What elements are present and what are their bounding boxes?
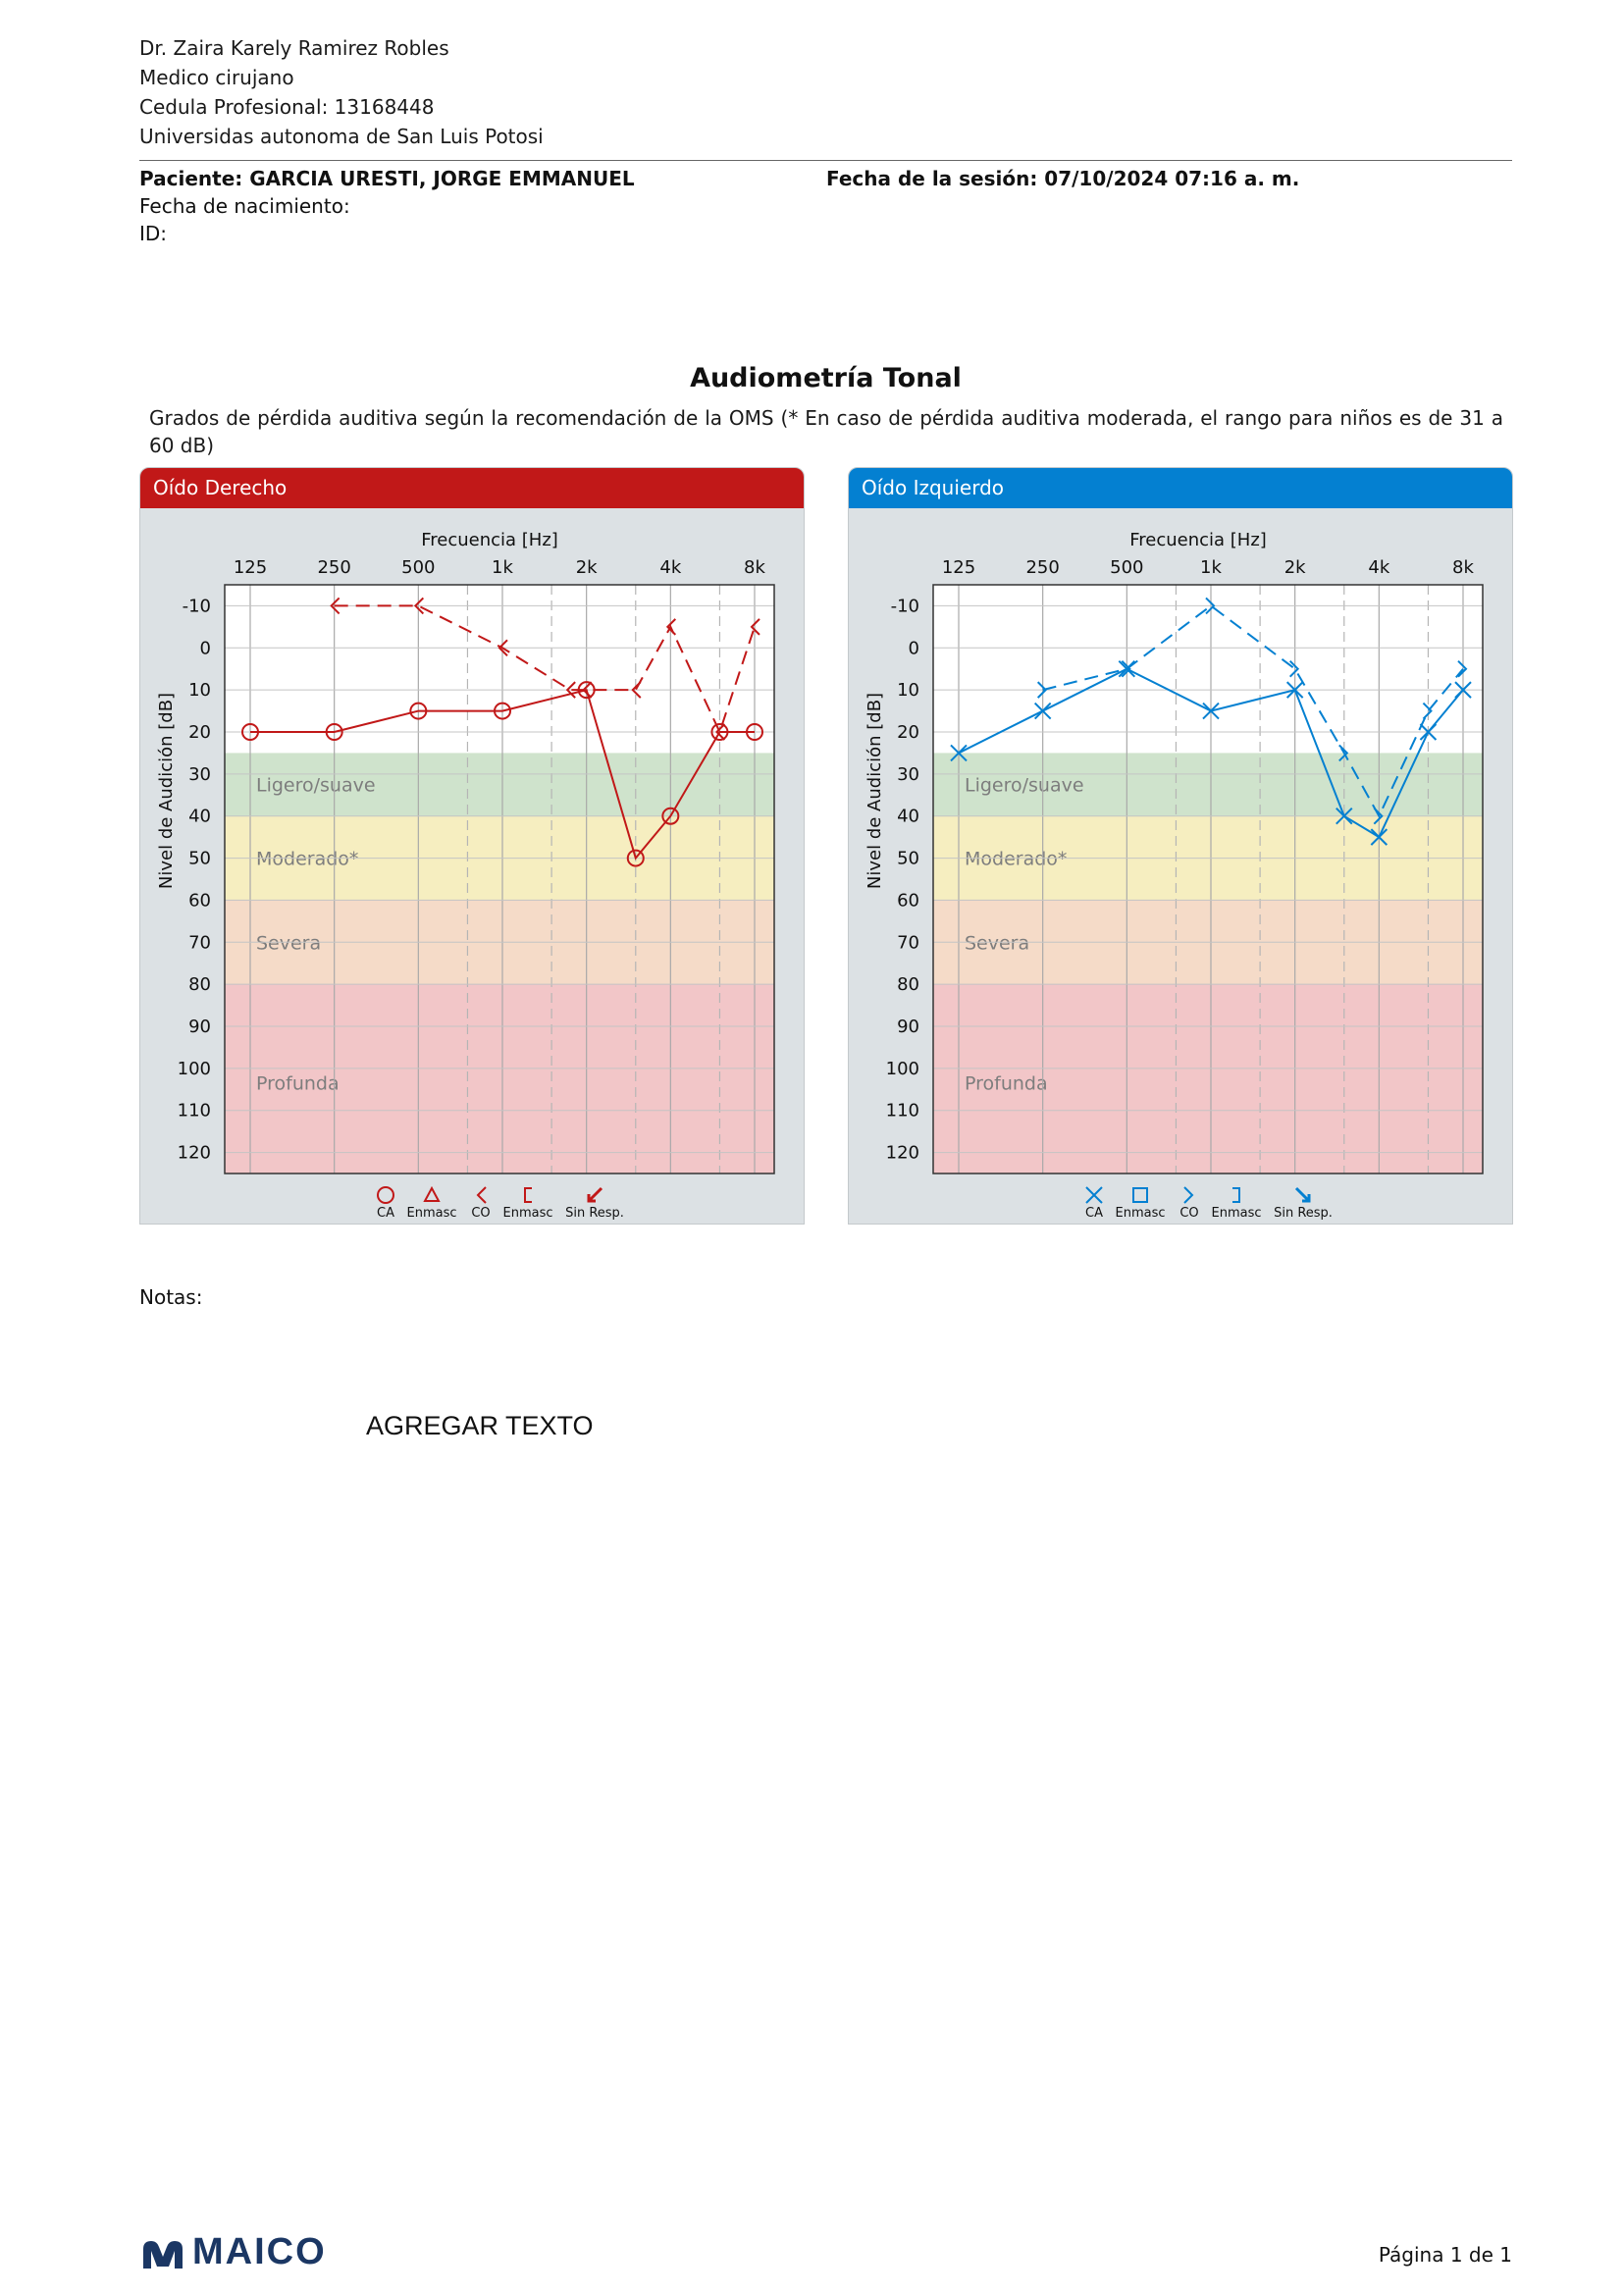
y-axis-title: Nivel de Audición [dB] — [156, 692, 177, 890]
birth-date-label: Fecha de nacimiento: — [139, 194, 350, 218]
left-ear-panel — [848, 467, 1513, 1225]
legend-label: Enmasc — [1211, 1206, 1262, 1221]
left-ear-audiogram — [849, 508, 1514, 1226]
page-number: Página 1 de 1 — [1378, 2243, 1512, 2267]
doctor-title: Medico cirujano — [139, 66, 294, 89]
x-tick-label: 2k — [575, 557, 598, 578]
y-tick-label: -10 — [182, 596, 211, 617]
legend-label: Enmasc — [502, 1206, 553, 1221]
zone-label: Moderado* — [965, 848, 1068, 870]
legend-symbol — [1296, 1188, 1309, 1201]
session-date: Fecha de la sesión: 07/10/2024 07:16 a. m. — [826, 167, 1300, 190]
y-tick-label: 40 — [188, 806, 211, 827]
left-ear-title: Oído Izquierdo — [849, 468, 1512, 508]
report-title: Audiometría Tonal — [690, 363, 962, 393]
legend-symbol — [378, 1187, 393, 1203]
y-axis-title: Nivel de Audición [dB] — [864, 692, 885, 890]
x-tick-label: 125 — [233, 557, 268, 578]
x-tick-label: 1k — [1200, 557, 1222, 578]
doctor-university: Universidas autonoma de San Luis Potosi — [139, 125, 544, 148]
right-ear-panel — [139, 467, 805, 1225]
legend-symbol — [1184, 1187, 1192, 1203]
legend-symbol — [1086, 1187, 1102, 1203]
zone-label: Ligero/suave — [256, 774, 376, 797]
y-tick-label: 60 — [897, 890, 919, 912]
zone-label: Severa — [965, 932, 1030, 955]
notes-text[interactable]: AGREGAR TEXTO — [366, 1411, 594, 1440]
x-tick-label: 4k — [659, 557, 682, 578]
y-tick-label: 10 — [188, 680, 211, 702]
legend-symbol — [478, 1187, 486, 1203]
y-tick-label: 100 — [885, 1058, 919, 1079]
legend-label: Enmasc — [1115, 1206, 1166, 1221]
y-tick-label: 30 — [897, 763, 919, 785]
legend-symbol — [425, 1188, 439, 1201]
x-tick-label: 8k — [744, 557, 765, 578]
zone-label: Profunda — [965, 1072, 1048, 1095]
y-tick-label: 70 — [188, 932, 211, 954]
doctor-license: Cedula Profesional: 13168448 — [139, 95, 435, 119]
y-tick-label: 110 — [885, 1100, 919, 1121]
legend-symbol — [589, 1188, 602, 1201]
legend-label: Enmasc — [406, 1206, 457, 1221]
x-tick-label: 4k — [1368, 557, 1390, 578]
legend-label: CA — [377, 1206, 394, 1221]
y-tick-label: 80 — [897, 974, 919, 996]
y-tick-label: 0 — [199, 638, 211, 659]
y-tick-label: 10 — [897, 680, 919, 702]
legend-symbol — [525, 1188, 532, 1202]
y-tick-label: 50 — [897, 848, 919, 869]
x-tick-label: 250 — [1025, 557, 1060, 578]
x-tick-label: 8k — [1452, 557, 1474, 578]
y-tick-label: 60 — [188, 890, 211, 912]
grades-note: Grados de pérdida auditiva según la recomendación de la OMS (* En caso de pérdida auditiva moderada, el rango para niños es de 31 a 60 dB) — [149, 406, 1503, 457]
legend-label: Sin Resp. — [1274, 1206, 1333, 1221]
y-tick-label: 0 — [908, 638, 919, 659]
y-tick-label: 70 — [897, 932, 919, 954]
legend-label: CO — [471, 1206, 491, 1221]
x-tick-label: 2k — [1283, 557, 1306, 578]
x-tick-label: 1k — [492, 557, 513, 578]
x-tick-label: 500 — [1110, 557, 1144, 578]
x-axis-title: Frecuencia [Hz] — [421, 530, 558, 550]
zone-label: Ligero/suave — [965, 774, 1084, 797]
maico-logo-icon — [139, 2235, 186, 2274]
y-tick-label: 20 — [188, 722, 211, 743]
legend-label: Sin Resp. — [565, 1206, 624, 1221]
right-ear-audiogram — [140, 508, 806, 1226]
x-tick-label: 250 — [317, 557, 351, 578]
legend-label: CA — [1085, 1206, 1103, 1221]
patient-info — [139, 165, 635, 247]
y-tick-label: 100 — [177, 1058, 211, 1079]
doctor-name: Dr. Zaira Karely Ramirez Robles — [139, 36, 449, 60]
y-tick-label: 90 — [188, 1017, 211, 1037]
header-divider — [139, 160, 1512, 161]
notes-label: Notas: — [139, 1285, 203, 1309]
legend-symbol — [1232, 1188, 1239, 1202]
maico-logo-text: MAICO — [192, 2231, 327, 2272]
y-tick-label: 90 — [897, 1017, 919, 1037]
zone-label: Moderado* — [256, 848, 359, 870]
legend-symbol — [1133, 1188, 1147, 1202]
y-tick-label: 120 — [885, 1142, 919, 1164]
y-tick-label: 40 — [897, 806, 919, 827]
x-axis-title: Frecuencia [Hz] — [1129, 530, 1267, 550]
y-tick-label: 50 — [188, 848, 211, 869]
y-tick-label: 120 — [177, 1142, 211, 1164]
legend-label: CO — [1179, 1206, 1199, 1221]
zone-label: Severa — [256, 932, 322, 955]
y-tick-label: 20 — [897, 722, 919, 743]
zone-label: Profunda — [256, 1072, 340, 1095]
right-ear-title: Oído Derecho — [140, 468, 804, 508]
patient-name: Paciente: GARCIA URESTI, JORGE EMMANUEL — [139, 167, 635, 190]
y-tick-label: 80 — [188, 974, 211, 996]
x-tick-label: 500 — [401, 557, 436, 578]
patient-id-label: ID: — [139, 222, 168, 245]
doctor-info — [139, 33, 544, 151]
y-tick-label: -10 — [890, 596, 919, 617]
y-tick-label: 30 — [188, 763, 211, 785]
y-tick-label: 110 — [177, 1100, 211, 1121]
x-tick-label: 125 — [941, 557, 976, 578]
